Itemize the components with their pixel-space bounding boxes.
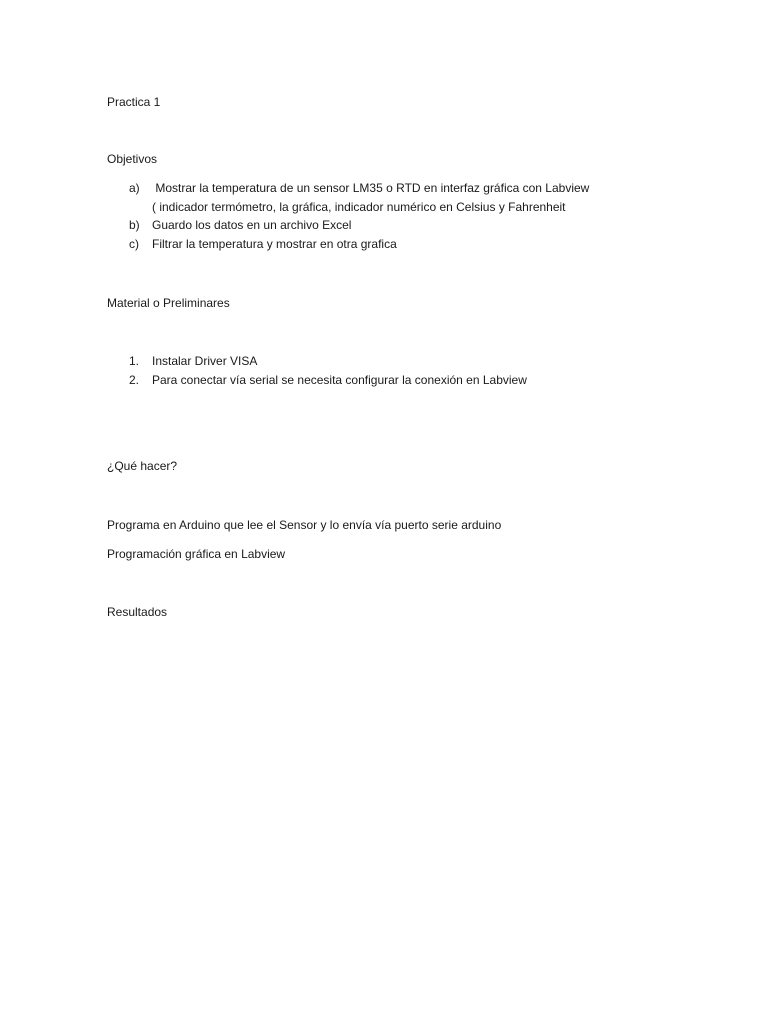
objetivo-item-b <box>129 217 351 233</box>
objetivo-item-a <box>129 180 589 196</box>
objetivo-item-c <box>129 236 397 252</box>
que-hacer-heading: ¿Qué hacer? <box>107 459 178 473</box>
list-item-text: Guardo los datos en un archivo Excel <box>152 218 352 232</box>
document-title: Practica 1 <box>107 95 161 109</box>
list-item-text: Para conectar vía serial se necesita configurar la conexión en Labview <box>152 373 527 387</box>
objetivos-heading: Objetivos <box>107 152 158 166</box>
list-marker: a) <box>129 181 140 195</box>
list-item-text: Mostrar la temperatura de un sensor LM35 o RTD en interfaz gráfica con Labview <box>152 181 590 195</box>
material-heading: Material o Preliminares <box>107 296 230 310</box>
material-item-2 <box>129 372 527 388</box>
list-item-text: Filtrar la temperatura y mostrar en otra grafica <box>152 237 397 251</box>
list-marker: 1. <box>129 354 140 368</box>
objetivo-item-a-continuation: ( indicador termómetro, la gráfica, indicador numérico en Celsius y Fahrenheit <box>152 200 566 214</box>
material-item-1 <box>129 353 257 369</box>
list-item-text: Instalar Driver VISA <box>152 354 258 368</box>
que-hacer-line-2: Programación gráfica en Labview <box>107 547 286 561</box>
que-hacer-line-1: Programa en Arduino que lee el Sensor y lo envía vía puerto serie arduino <box>107 518 502 532</box>
resultados-heading: Resultados <box>107 605 168 619</box>
list-marker: 2. <box>129 373 140 387</box>
list-marker: b) <box>129 218 140 232</box>
list-marker: c) <box>129 237 139 251</box>
